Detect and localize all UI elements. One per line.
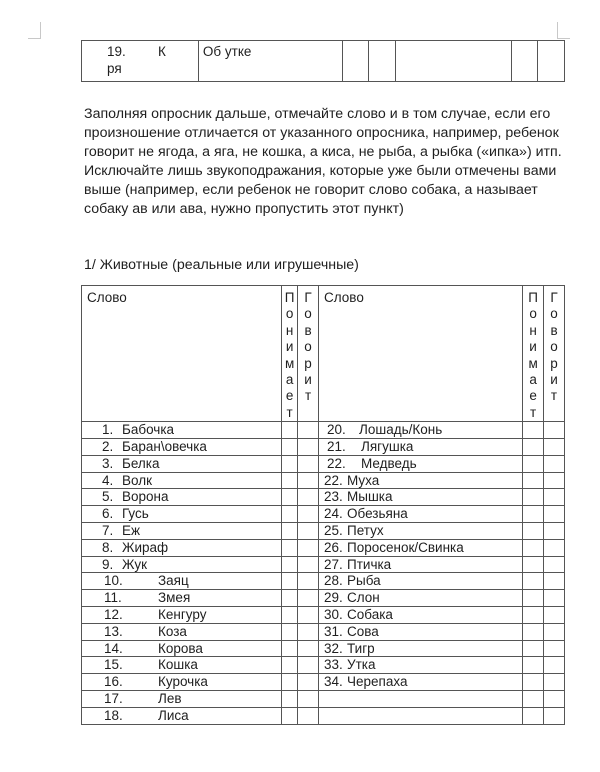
checkbox-cell[interactable] [523, 573, 544, 590]
list-item-right [319, 540, 522, 556]
list-item-left [82, 557, 281, 573]
item-number: 30. [324, 607, 343, 623]
checkbox-cell[interactable] [282, 489, 298, 506]
item-label: Муха [347, 472, 380, 488]
checkbox-cell[interactable] [511, 41, 538, 82]
header-letter: а [285, 372, 294, 388]
list-item-left [82, 422, 281, 438]
list-item-right [319, 422, 522, 438]
item-letter: К [158, 44, 166, 59]
item-number: 6. [102, 506, 114, 522]
table-row [82, 472, 565, 489]
item-number: 1. [102, 422, 114, 438]
list-item-left [82, 590, 281, 606]
checkbox-cell[interactable] [544, 489, 565, 506]
item-label: Собака [347, 607, 393, 623]
item-label: Баран\овечка [122, 439, 207, 455]
checkbox-cell[interactable] [369, 41, 396, 82]
item-number: 5. [102, 489, 114, 505]
list-item-left [82, 523, 281, 539]
item-label: Тигр [347, 640, 375, 656]
header-letter: и [550, 372, 558, 388]
checkbox-cell[interactable] [282, 506, 298, 523]
table-row [82, 539, 565, 556]
table-row [82, 506, 565, 523]
checkbox-cell[interactable] [298, 623, 319, 640]
table-row [82, 707, 565, 724]
checkbox-cell[interactable] [282, 573, 298, 590]
checkbox-cell[interactable] [282, 640, 298, 657]
list-item-left [82, 708, 281, 724]
page-margin-mark-right [557, 22, 558, 38]
header-letter: е [285, 388, 294, 404]
item-number: 21. [327, 439, 346, 455]
checkbox-cell[interactable] [544, 691, 565, 708]
checkbox-cell[interactable] [282, 623, 298, 640]
item-number: 10. [104, 573, 123, 589]
checkbox-cell[interactable] [282, 523, 298, 540]
list-item-right [319, 506, 522, 522]
list-item-right [319, 624, 522, 640]
table-row [82, 489, 565, 506]
header-says-left [298, 286, 319, 422]
table-row [82, 691, 565, 708]
item-label: Заяц [158, 573, 189, 589]
list-item-left [82, 674, 281, 690]
table-row [82, 573, 565, 590]
list-item-right [319, 456, 522, 472]
item-number: 22. [324, 472, 343, 488]
list-item-left [82, 540, 281, 556]
checkbox-cell[interactable] [523, 590, 544, 607]
item-label: Слон [347, 590, 380, 606]
header-letter: Г [304, 290, 312, 305]
item-number: 12. [104, 607, 123, 623]
page-margin-mark-left-h [28, 38, 41, 39]
item-label: Мышка [347, 489, 393, 505]
checkbox-cell[interactable] [298, 607, 319, 624]
item-number: 3. [102, 455, 114, 471]
header-letter: о [304, 339, 312, 355]
page-margin-mark-right-h [557, 38, 570, 39]
header-letter: П [284, 290, 295, 305]
item-number: 8. [102, 539, 114, 555]
checkbox-cell[interactable] [523, 539, 544, 556]
header-word-right: Слово [319, 286, 523, 422]
checkbox-cell[interactable] [544, 707, 565, 724]
list-item-left [82, 641, 281, 657]
previous-table-fragment [81, 40, 565, 82]
table-row [82, 657, 565, 674]
item-label: Петух [347, 523, 384, 539]
header-letter: е [529, 388, 537, 404]
header-letter: а [529, 372, 537, 388]
item-label: Сова [347, 623, 379, 639]
checkbox-cell[interactable] [298, 506, 319, 523]
item-label: Курочка [158, 674, 208, 690]
table-row [82, 607, 565, 624]
list-item-left [82, 624, 281, 640]
header-letter: м [528, 355, 538, 371]
checkbox-cell[interactable] [282, 472, 298, 489]
checkbox-cell[interactable] [523, 623, 544, 640]
item-label: Змея [158, 590, 191, 606]
checkbox-cell[interactable] [298, 657, 319, 674]
header-understands-right [523, 286, 544, 422]
checkbox-cell[interactable] [544, 573, 565, 590]
item-number: 17. [104, 691, 123, 706]
checkbox-cell[interactable] [298, 691, 319, 708]
item-label: Лиса [158, 707, 189, 723]
item-number: 32. [324, 640, 343, 656]
checkbox-cell[interactable] [523, 691, 544, 708]
checkbox-cell[interactable] [544, 523, 565, 540]
item-number: 13. [104, 623, 123, 639]
item-number: 23. [324, 489, 343, 505]
checkbox-cell[interactable] [298, 707, 319, 724]
item-number: 7. [102, 523, 114, 539]
list-item-right [319, 473, 522, 489]
checkbox-cell[interactable] [298, 472, 319, 489]
checkbox-cell[interactable] [523, 607, 544, 624]
item-label: Поросенок/Свинка [347, 539, 464, 555]
table-header-row [82, 286, 565, 422]
checkbox-cell[interactable] [282, 707, 298, 724]
item-label: Лошадь/Конь [359, 422, 443, 438]
item-number: 19. [107, 44, 126, 59]
list-item-right [319, 439, 522, 455]
list-item-right [319, 674, 522, 690]
item-number: 22. [327, 455, 346, 471]
table-row [82, 455, 565, 472]
item-label: Жираф [122, 539, 169, 555]
list-item-right [319, 607, 522, 623]
header-letter: и [304, 372, 312, 388]
checkbox-cell[interactable] [544, 674, 565, 691]
item-number: 11. [104, 590, 122, 606]
item-label: Об утке [198, 41, 342, 82]
header-letter: р [304, 355, 312, 371]
header-word-left: Слово [82, 286, 282, 422]
checkbox-cell[interactable] [544, 455, 565, 472]
checkbox-cell[interactable] [282, 556, 298, 573]
checkbox-cell[interactable] [523, 439, 544, 456]
checkbox-cell[interactable] [523, 506, 544, 523]
table-row [82, 523, 565, 540]
list-item-left [82, 506, 281, 522]
list-item-right [319, 590, 522, 606]
checkbox-cell[interactable] [544, 439, 565, 456]
checkbox-cell[interactable] [298, 640, 319, 657]
page-margin-mark-left [40, 22, 41, 38]
header-says-right [544, 286, 565, 422]
list-item-right [319, 557, 522, 573]
checkbox-cell[interactable] [298, 674, 319, 691]
list-item-right [319, 573, 522, 589]
item-label: Жук [122, 556, 147, 572]
list-item-right [319, 523, 522, 539]
section-title: 1/ Животные (реальные или игрушечные) [84, 257, 359, 273]
checkbox-cell[interactable] [282, 539, 298, 556]
item-number: 20. [327, 422, 346, 438]
item-number: 31. [324, 623, 343, 639]
checkbox-cell[interactable] [523, 472, 544, 489]
item-label: Медведь [361, 455, 417, 471]
checkbox-cell[interactable] [544, 539, 565, 556]
table-row [82, 41, 565, 82]
checkbox-cell[interactable] [523, 707, 544, 724]
list-item-left [82, 573, 281, 589]
checkbox-cell[interactable] [282, 590, 298, 607]
checkbox-cell[interactable] [523, 657, 544, 674]
checkbox-cell[interactable] [282, 455, 298, 472]
item-number: 27. [324, 556, 343, 572]
header-letter: и [285, 339, 294, 355]
table-row [82, 439, 565, 456]
item-number: 26. [324, 539, 343, 555]
table-row [82, 590, 565, 607]
checkbox-cell[interactable] [298, 556, 319, 573]
item-letter-continued: ря [107, 61, 122, 76]
item-label: Коза [158, 623, 187, 639]
header-understands-left [282, 286, 298, 422]
list-item-left [82, 691, 281, 707]
checkbox-cell[interactable] [282, 674, 298, 691]
item-number: 18. [104, 707, 123, 723]
item-number: 9. [102, 556, 114, 572]
item-number: 15. [104, 657, 123, 673]
checkbox-cell[interactable] [523, 489, 544, 506]
header-letter: т [304, 388, 312, 404]
list-item-right [319, 489, 522, 505]
header-letter: П [528, 290, 538, 305]
checkbox-cell[interactable] [298, 573, 319, 590]
checkbox-cell[interactable] [298, 439, 319, 456]
list-item-left [82, 473, 281, 489]
instructions-paragraph: Заполняя опросник дальше, отмечайте слово и в том случае, если его произношение отличается от указанного опросника, например, ребенок говорит не ягода, а яга, не кошка, а киса, не рыба, а рыбка («ипка») итп. Исключайте лишь звукоподражания, которые уже были отмечены вами выше (например, если ребенок не говорит слово собака, а называет собаку ав или ава, нужно пропустить этот пункт) [84, 106, 562, 217]
checkbox-cell[interactable] [544, 422, 565, 439]
checkbox-cell[interactable] [523, 556, 544, 573]
item-number: 34. [324, 674, 343, 690]
header-letter: н [529, 322, 537, 338]
item-label: Кошка [158, 657, 198, 673]
checkbox-cell[interactable] [282, 657, 298, 674]
item-number: 28. [324, 573, 343, 589]
header-letter: р [550, 355, 558, 371]
header-letter: Г [550, 290, 558, 305]
table-row [82, 556, 565, 573]
checkbox-cell[interactable] [282, 422, 298, 439]
header-letter: т [529, 404, 537, 420]
table-row [82, 422, 565, 439]
item-label: Лев [158, 691, 182, 706]
checkbox-cell[interactable] [523, 422, 544, 439]
header-letter: о [550, 339, 558, 355]
checkbox-cell[interactable] [544, 657, 565, 674]
header-letter: т [550, 388, 558, 404]
header-letter: н [285, 322, 294, 338]
animals-table [81, 285, 565, 725]
item-number: 33. [324, 657, 343, 673]
header-letter: о [529, 306, 537, 322]
item-label: Кенгуру [158, 607, 207, 623]
item-number: 14. [104, 640, 123, 656]
item-label: Черепаха [347, 674, 408, 690]
header-letter: и [529, 339, 537, 355]
item-label: Лягушка [361, 439, 414, 455]
header-letter: в [550, 322, 558, 338]
header-letter: м [284, 355, 295, 371]
checkbox-cell[interactable] [282, 439, 298, 456]
checkbox-cell[interactable] [298, 422, 319, 439]
list-item-right [319, 691, 522, 707]
item-label: Птичка [347, 556, 392, 572]
list-item-left [82, 439, 281, 455]
checkbox-cell[interactable] [282, 607, 298, 624]
item-number: 25. [324, 523, 343, 539]
list-item-right [319, 641, 522, 657]
item-label: Корова [158, 640, 203, 656]
checkbox-cell[interactable] [523, 455, 544, 472]
table-row [82, 674, 565, 691]
item-label: Волк [122, 472, 152, 488]
list-item-left [82, 607, 281, 623]
list-item-right [319, 657, 522, 673]
item-label: Рыба [347, 573, 381, 589]
checkbox-cell[interactable] [298, 489, 319, 506]
item-number: 16. [104, 674, 123, 690]
list-item-left [82, 489, 281, 505]
item-label: Ворона [122, 489, 169, 505]
header-letter: в [304, 322, 312, 338]
item-label: Бабочка [122, 422, 175, 438]
item-label: Обезьяна [347, 506, 408, 522]
item-label: Гусь [122, 506, 149, 522]
checkbox-cell[interactable] [282, 691, 298, 708]
checkbox-cell[interactable] [523, 523, 544, 540]
header-letter: о [304, 306, 312, 322]
checkbox-cell[interactable] [544, 623, 565, 640]
checkbox-cell[interactable] [544, 506, 565, 523]
item-label: Еж [122, 523, 141, 539]
table-row [82, 623, 565, 640]
item-number: 4. [102, 472, 114, 488]
checkbox-cell[interactable] [523, 674, 544, 691]
checkbox-cell[interactable] [538, 41, 565, 82]
list-item-left [82, 456, 281, 472]
item-label: Утка [347, 657, 376, 673]
item-number: 24. [324, 506, 343, 522]
checkbox-cell[interactable] [544, 472, 565, 489]
checkbox-cell[interactable] [544, 640, 565, 657]
item-label: Белка [122, 455, 160, 471]
header-letter: т [286, 404, 293, 420]
checkbox-cell[interactable] [544, 590, 565, 607]
checkbox-cell[interactable] [544, 607, 565, 624]
header-letter: о [550, 306, 558, 322]
checkbox-cell[interactable] [523, 640, 544, 657]
checkbox-cell[interactable] [298, 539, 319, 556]
header-letter: о [285, 306, 294, 322]
checkbox-cell[interactable] [298, 590, 319, 607]
list-item-right [319, 708, 522, 724]
item-number: 29. [324, 590, 343, 606]
table-row [82, 640, 565, 657]
checkbox-cell[interactable] [342, 41, 369, 82]
item-number: 2. [102, 439, 114, 455]
list-item-left [82, 657, 281, 673]
checkbox-cell[interactable] [298, 455, 319, 472]
checkbox-cell[interactable] [544, 556, 565, 573]
checkbox-cell[interactable] [298, 523, 319, 540]
